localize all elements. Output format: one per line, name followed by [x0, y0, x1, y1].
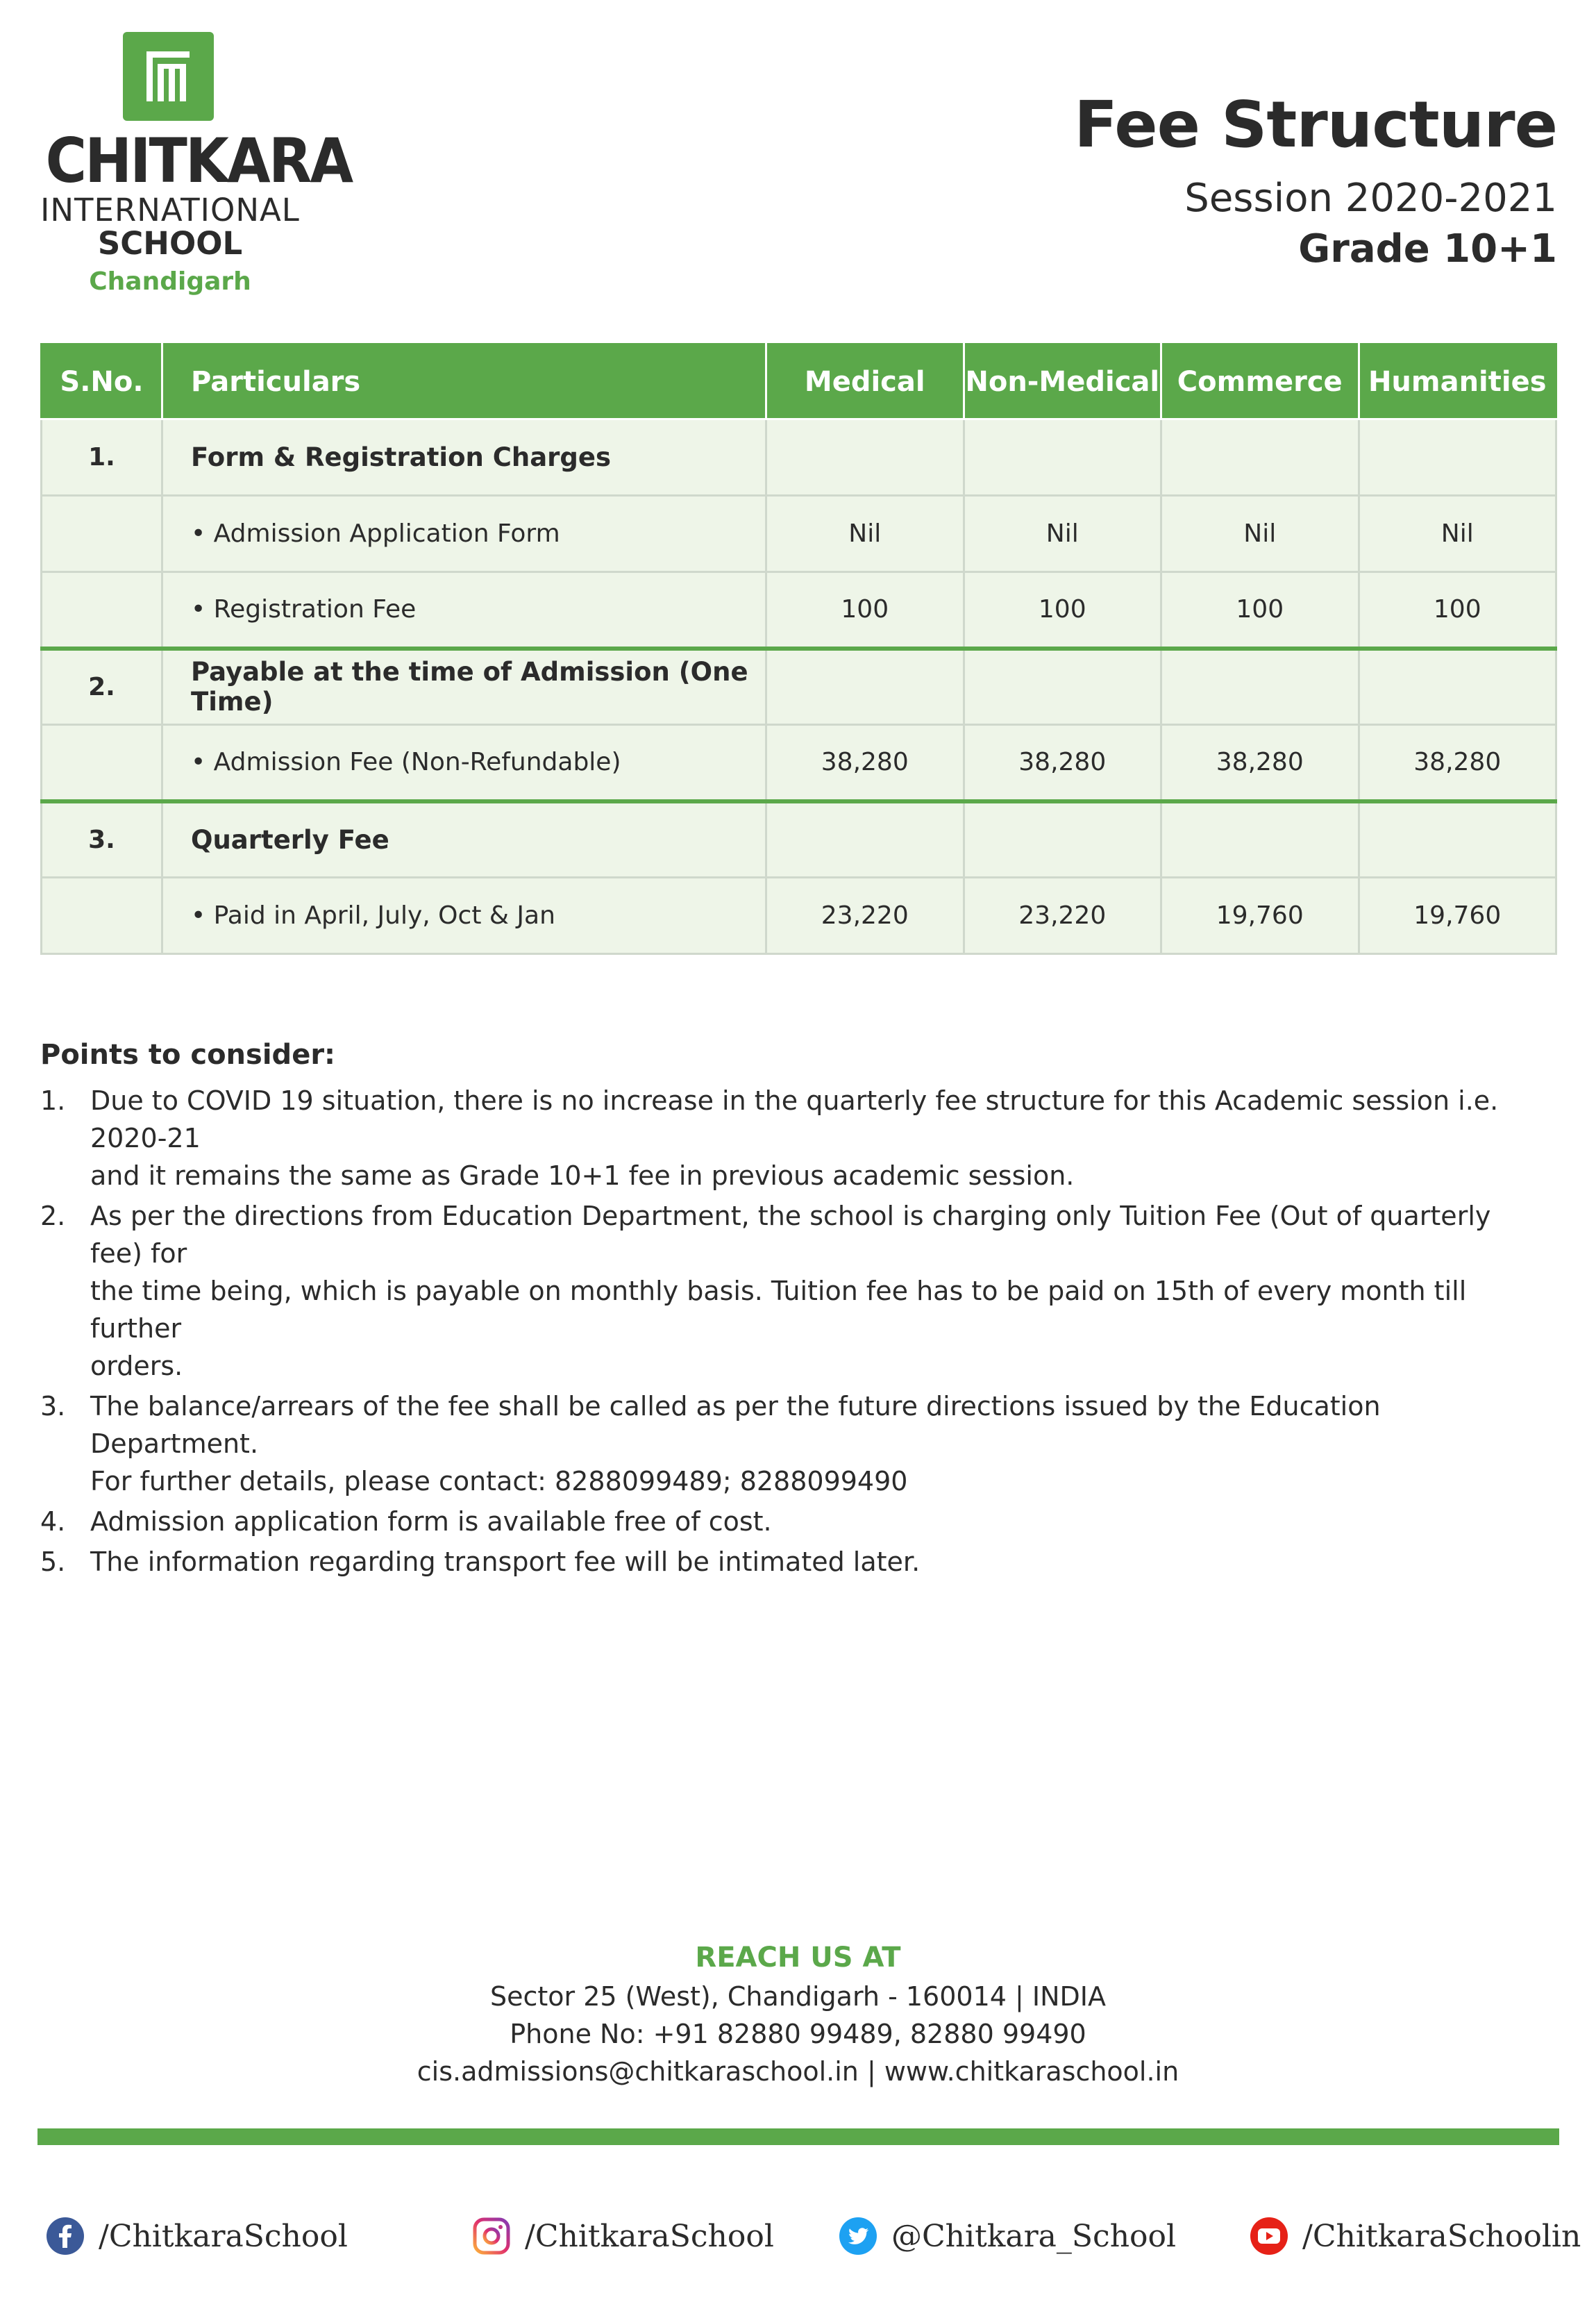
column-header-particulars: Particulars	[162, 344, 766, 419]
list-item-text: the time being, which is payable on monthly basis. Tuition fee has to be paid on 15th of every month till further	[90, 1276, 1467, 1344]
column-header-humanities: Humanities	[1359, 344, 1556, 419]
footer-divider	[37, 2128, 1559, 2145]
list-item-number: 1.	[40, 1085, 66, 1116]
social-link-youtube[interactable]	[1250, 2208, 1581, 2264]
cell-sno: 2.	[42, 649, 162, 725]
cell-medical	[766, 419, 964, 496]
social-link-twitter[interactable]	[839, 2208, 1176, 2264]
cell-non-medical: Nil	[964, 496, 1161, 572]
list-item-text: and it remains the same as Grade 10+1 fee in previous academic session.	[90, 1160, 1075, 1191]
table-row	[42, 496, 1556, 572]
list-item-text: The balance/arrears of the fee shall be called as per the future directions issued by the Education Department.	[90, 1391, 1381, 1459]
list-item-number: 5.	[40, 1546, 66, 1577]
list-item-number: 3.	[40, 1391, 66, 1421]
list-item-text: For further details, please contact: 8288099489; 8288099490	[90, 1466, 908, 1496]
contact-section	[0, 1937, 1596, 2090]
cell-commerce	[1161, 419, 1359, 496]
twitter-icon	[839, 2217, 877, 2256]
points-list	[40, 1082, 1526, 1581]
cell-humanities: 38,280	[1359, 725, 1556, 801]
cell-medical	[766, 801, 964, 878]
title-block	[1074, 83, 1557, 275]
youtube-handle: /ChitkaraSchoolin	[1302, 2218, 1581, 2254]
contact-phone: Phone No: +91 82880 99489, 82880 99490	[510, 2019, 1086, 2049]
contact-address: Sector 25 (West), Chandigarh - 160014 | INDIA	[489, 1981, 1106, 2012]
cell-humanities: Nil	[1359, 496, 1556, 572]
column-header-commerce: Commerce	[1161, 344, 1359, 419]
column-header-non-medical: Non-Medical	[964, 344, 1161, 419]
cell-commerce: Nil	[1161, 496, 1359, 572]
cell-non-medical: 38,280	[964, 725, 1161, 801]
cell-particular: • Admission Fee (Non-Refundable)	[162, 725, 766, 801]
grade-label: Grade 10+1	[1298, 226, 1557, 272]
list-item-number: 4.	[40, 1506, 66, 1537]
cell-non-medical: 23,220	[964, 878, 1161, 954]
cell-commerce: 19,760	[1161, 878, 1359, 954]
list-item	[40, 1082, 1526, 1194]
list-item-text: Admission application form is available free of cost.	[90, 1506, 772, 1537]
social-links	[0, 2208, 1596, 2264]
cell-humanities: 19,760	[1359, 878, 1556, 954]
cell-sno	[42, 725, 162, 801]
cell-sno	[42, 496, 162, 572]
logo-city: Chandigarh	[89, 267, 251, 296]
table-row	[42, 419, 1556, 496]
contact-title: REACH US AT	[695, 1942, 901, 1974]
cell-sno	[42, 878, 162, 954]
cell-medical	[766, 649, 964, 725]
instagram-handle: /ChitkaraSchool	[525, 2218, 774, 2254]
list-item-number: 2.	[40, 1201, 66, 1231]
column-header-sno: S.No.	[42, 344, 162, 419]
cell-particular: Form & Registration Charges	[162, 419, 766, 496]
table-row	[42, 801, 1556, 878]
cell-non-medical	[964, 801, 1161, 878]
logo-subtitle-school: SCHOOL	[97, 225, 243, 262]
logo-wordmark: CHITKARA	[45, 125, 352, 197]
table-row	[42, 878, 1556, 954]
cell-medical: Nil	[766, 496, 964, 572]
list-item-text: Due to COVID 19 situation, there is no increase in the quarterly fee structure for this Academic session i.e. 2020-21	[90, 1085, 1499, 1153]
contact-email-website[interactable]: cis.admissions@chitkaraschool.in | www.chitkaraschool.in	[417, 2056, 1179, 2087]
cell-humanities: 100	[1359, 572, 1556, 649]
column-header-medical: Medical	[766, 344, 964, 419]
list-item	[40, 1197, 1526, 1385]
cell-sno	[42, 572, 162, 649]
cell-commerce	[1161, 649, 1359, 725]
cell-non-medical: 100	[964, 572, 1161, 649]
table-row	[42, 725, 1556, 801]
social-link-facebook[interactable]	[46, 2208, 348, 2264]
fee-table	[40, 343, 1557, 955]
points-section	[40, 1033, 1526, 1583]
social-link-instagram[interactable]	[472, 2208, 774, 2264]
cell-commerce: 38,280	[1161, 725, 1359, 801]
cell-non-medical	[964, 649, 1161, 725]
cell-particular: Quarterly Fee	[162, 801, 766, 878]
cell-medical: 38,280	[766, 725, 964, 801]
cell-commerce: 100	[1161, 572, 1359, 649]
list-item-text: The information regarding transport fee will be intimated later.	[90, 1546, 921, 1577]
youtube-icon	[1250, 2217, 1288, 2256]
list-item	[40, 1387, 1526, 1500]
table-row	[42, 649, 1556, 725]
cell-particular: • Paid in April, July, Oct & Jan	[162, 878, 766, 954]
cell-non-medical	[964, 419, 1161, 496]
school-logo	[35, 32, 352, 310]
page-title: Fee Structure	[1074, 87, 1557, 162]
facebook-icon	[46, 2217, 85, 2256]
session-label: Session 2020-2021	[1184, 176, 1557, 221]
table-row	[42, 572, 1556, 649]
cell-particular: Payable at the time of Admission (One Time)	[162, 649, 766, 725]
cell-medical: 100	[766, 572, 964, 649]
cell-particular: • Registration Fee	[162, 572, 766, 649]
cell-humanities	[1359, 419, 1556, 496]
logo-mark-icon	[123, 32, 214, 121]
list-item	[40, 1543, 1526, 1581]
points-title: Points to consider:	[40, 1039, 336, 1071]
cell-particular: • Admission Application Form	[162, 496, 766, 572]
cell-sno: 1.	[42, 419, 162, 496]
twitter-handle: @Chitkara_School	[891, 2218, 1177, 2254]
instagram-icon	[472, 2217, 511, 2256]
list-item	[40, 1503, 1526, 1540]
cell-commerce	[1161, 801, 1359, 878]
cell-medical: 23,220	[766, 878, 964, 954]
cell-humanities	[1359, 801, 1556, 878]
cell-sno: 3.	[42, 801, 162, 878]
list-item-text: As per the directions from Education Department, the school is charging only Tuition Fee (Out of quarterly fee) for	[90, 1201, 1491, 1269]
list-item-text: orders.	[90, 1351, 183, 1381]
logo-subtitle-international: INTERNATIONAL	[40, 192, 300, 228]
cell-humanities	[1359, 649, 1556, 725]
table-header-row	[42, 344, 1556, 419]
facebook-handle: /ChitkaraSchool	[99, 2218, 348, 2254]
